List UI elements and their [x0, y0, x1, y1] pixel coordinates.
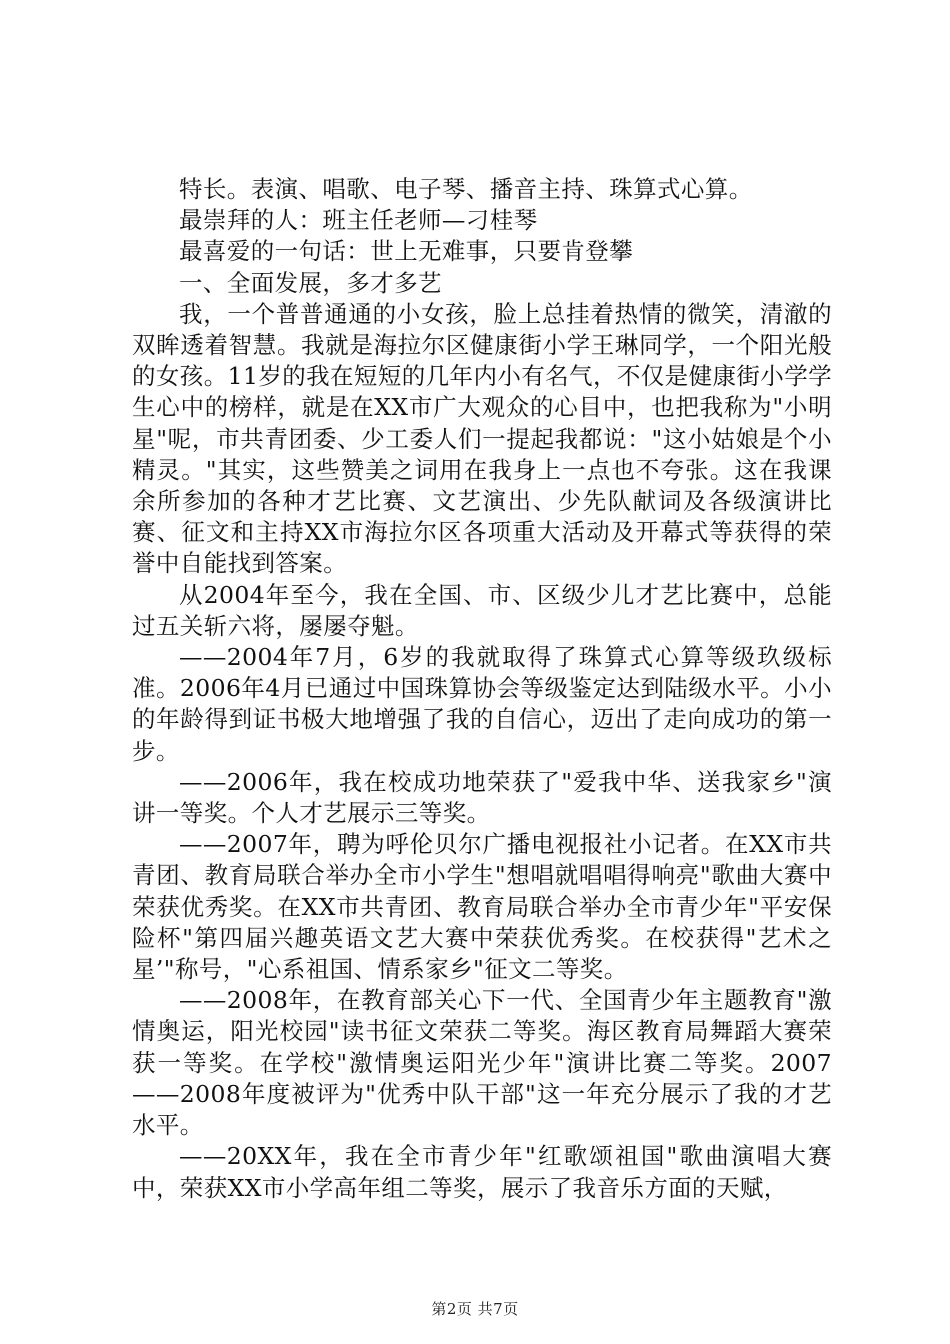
paragraph-specialties: 特长。表演、唱歌、电子琴、播音主持、珠算式心算。	[179, 175, 753, 203]
paragraph-admired-person: 最崇拜的人：班主任老师—刁桂琴	[179, 206, 538, 235]
paragraph-2004: ——2004年7月，6岁的我就取得了珠算式心算等级玖级标准。2006年4月已通过中国珠算协会等级鉴定达到陆级水平。小小的年龄得到证书极大地增强了我的自信心，迈出了走向成功的第一步。	[132, 643, 832, 765]
paragraph-achievements-summary: 从2004年至今，我在全国、市、区级少儿才艺比赛中，总能过五关斩六将，屡屡夺魁。	[132, 580, 832, 640]
document-body	[132, 174, 832, 1204]
paragraph-20xx: ——20XX年，我在全市青少年"红歌颂祖国"歌曲演唱大赛中，荣获XX市小学高年组二等奖，展示了我音乐方面的天赋，	[132, 1142, 832, 1202]
paragraph-2008: ——2008年，在教育部关心下一代、全国青少年主题教育"激情奥运，阳光校园"读书征文荣获二等奖。海区教育局舞蹈大赛荣获一等奖。在学校"激情奥运阳光少年"演讲比赛二等奖。2007——2008年度被评为"优秀中队干部"这一年充分展示了我的才艺水平。	[132, 986, 832, 1140]
section-heading: 一、全面发展，多才多艺	[179, 268, 442, 297]
paragraph-2007: ——2007年，聘为呼伦贝尔广播电视报社小记者。在XX市共青团、教育局联合举办全市小学生"想唱就唱唱得响亮"歌曲大赛中荣获优秀奖。在XX市共青团、教育局联合举办全市青少年"平安保险杯"第四届兴趣英语文艺大赛中荣获优秀奖。在校获得"艺术之星’"称号，"心系祖国、情系家乡"征文二等奖。	[132, 830, 832, 984]
paragraph-introduction: 我，一个普普通通的小女孩，脸上总挂着热情的微笑，清澈的双眸透着智慧。我就是海拉尔区健康街小学王琳同学，一个阳光般的女孩。11岁的我在短短的几年内小有名气，不仅是健康街小学学生心中的榜样，就是在XX市广大观众的心目中，也把我称为"小明星"呢，市共青团委、少工委人们一提起我都说："这小姑娘是个小精灵。"其实，这些赞美之词用在我身上一点也不夸张。这在我课余所参加的各种才艺比赛、文艺演出、少先队献词及各级演讲比赛、征文和主持XX市海拉尔区各项重大活动及开幕式等获得的荣誉中自能找到答案。	[132, 299, 832, 578]
page-number-footer: 第2页 共7页	[431, 1300, 519, 1318]
paragraph-favorite-quote: 最喜爱的一句话：世上无难事，只要肯登攀	[179, 237, 634, 266]
paragraph-2006: ——2006年，我在校成功地荣获了"爱我中华、送我家乡"演讲一等奖。个人才艺展示三等奖。	[132, 767, 832, 828]
